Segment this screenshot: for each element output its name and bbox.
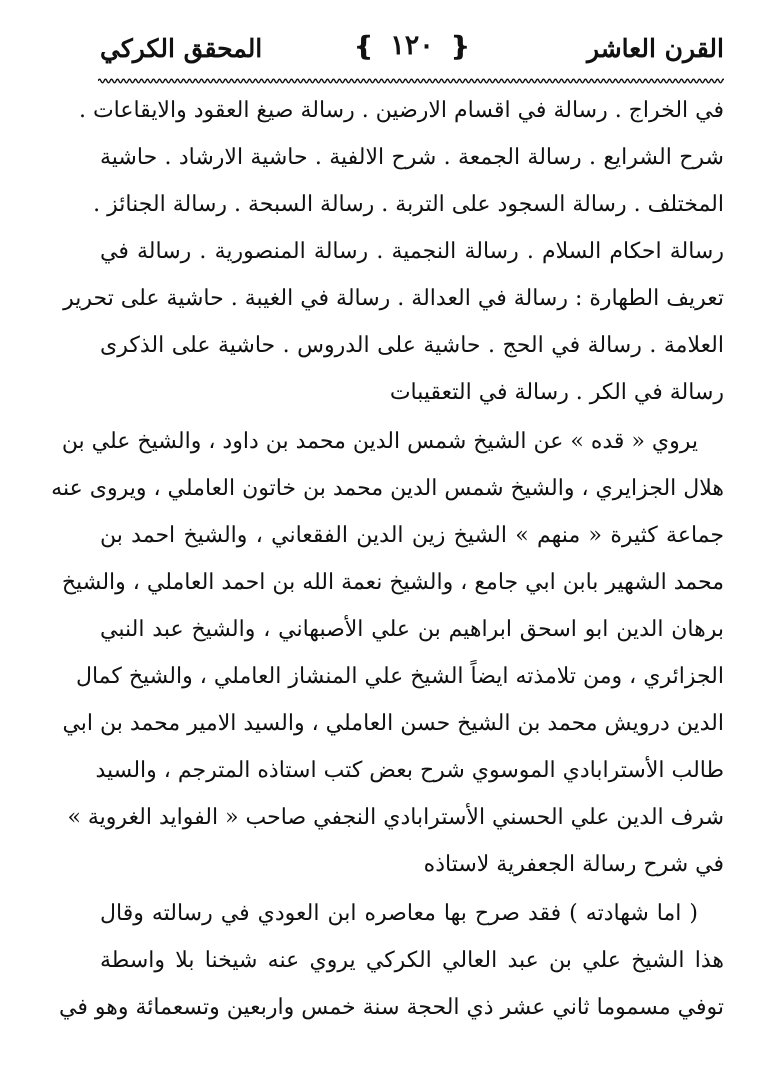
text-line-8: يروي « قده » عن الشيخ شمس الدين محمد بن داود ، والشيخ علي بن	[61, 429, 698, 454]
text-line-2: شرح الشرايع . رسالة الجمعة . شرح الالفية . حاشية الارشاد . حاشية	[100, 145, 724, 170]
text-line-4: رسالة احكام السلام . رسالة النجمية . رسالة المنصورية . رسالة في	[100, 239, 724, 264]
header-left-title: المحقق الكركي	[100, 34, 263, 63]
text-line-11: محمد الشهير بابن ابي جامع ، والشيخ نعمة الله بن احمد العاملي ، والشيخ	[61, 570, 724, 595]
text-line-14: الدين درويش محمد بن الشيخ حسن العاملي ، والسيد الامير محمد بن ابي	[62, 711, 724, 736]
text-line-19: هذا الشيخ علي بن عبد العالي الكركي يروي عنه شيخنا بلا واسطة	[100, 948, 724, 973]
text-line-18: ( اما شهادته ) فقد صرح بها معاصره ابن العودي في رسالته وقال	[100, 901, 698, 926]
text-line-6: العلامة . رسالة في الحج . حاشية على الدروس . حاشية على الذكرى	[100, 333, 724, 358]
text-line-15: طالب الأسترابادي الموسوي شرح بعض كتب استاذه المترجم ، والسيد	[95, 758, 724, 783]
text-line-13: الجزائري ، ومن تلامذته ايضاً الشيخ علي المنشاز العاملي ، والشيخ كمال	[75, 664, 724, 689]
text-line-10: جماعة كثيرة « منهم » الشيخ زين الدين الفقعاني ، والشيخ احمد بن	[100, 523, 724, 548]
text-line-3: المختلف . رسالة السجود على التربة . رسالة السبحة . رسالة الجنائز .	[93, 192, 724, 217]
text-line-17: في شرح رسالة الجعفرية لاستاذه	[423, 852, 724, 877]
text-line-16: شرف الدين علي الحسني الأسترابادي النجفي صاحب « الفوايد الغروية »	[67, 805, 724, 830]
header-right-title: القرن العاشر	[586, 34, 724, 63]
text-line-12: برهان الدين ابو اسحق ابراهيم بن علي الأصبهاني ، والشيخ عبد النبي	[100, 617, 724, 642]
text-line-7: رسالة في الكر . رسالة في التعقيبات	[389, 380, 724, 405]
text-line-5: تعريف الطهارة : رسالة في العدالة . رسالة في الغيبة . حاشية على تحرير	[63, 286, 724, 311]
header-wavy-rule	[98, 76, 724, 86]
running-header	[100, 30, 724, 72]
left-ornament-icon: ❴	[353, 31, 375, 62]
page-number: ١٢٠	[390, 30, 434, 61]
text-line-20: توفي مسموما ثاني عشر ذي الحجة سنة خمس واربعين وتسعمائة وهو في	[59, 995, 724, 1020]
text-line-1: في الخراج . رسالة في اقسام الارضين . رسالة صيغ العقود والايقاعات .	[78, 98, 724, 123]
right-ornament-icon: ❵	[449, 31, 471, 62]
text-line-9: هلال الجزايري ، والشيخ شمس الدين محمد بن خاتون العاملي ، ويروى عنه	[51, 476, 724, 501]
wavy-rule-icon	[98, 76, 724, 86]
page-number-block	[347, 30, 477, 62]
